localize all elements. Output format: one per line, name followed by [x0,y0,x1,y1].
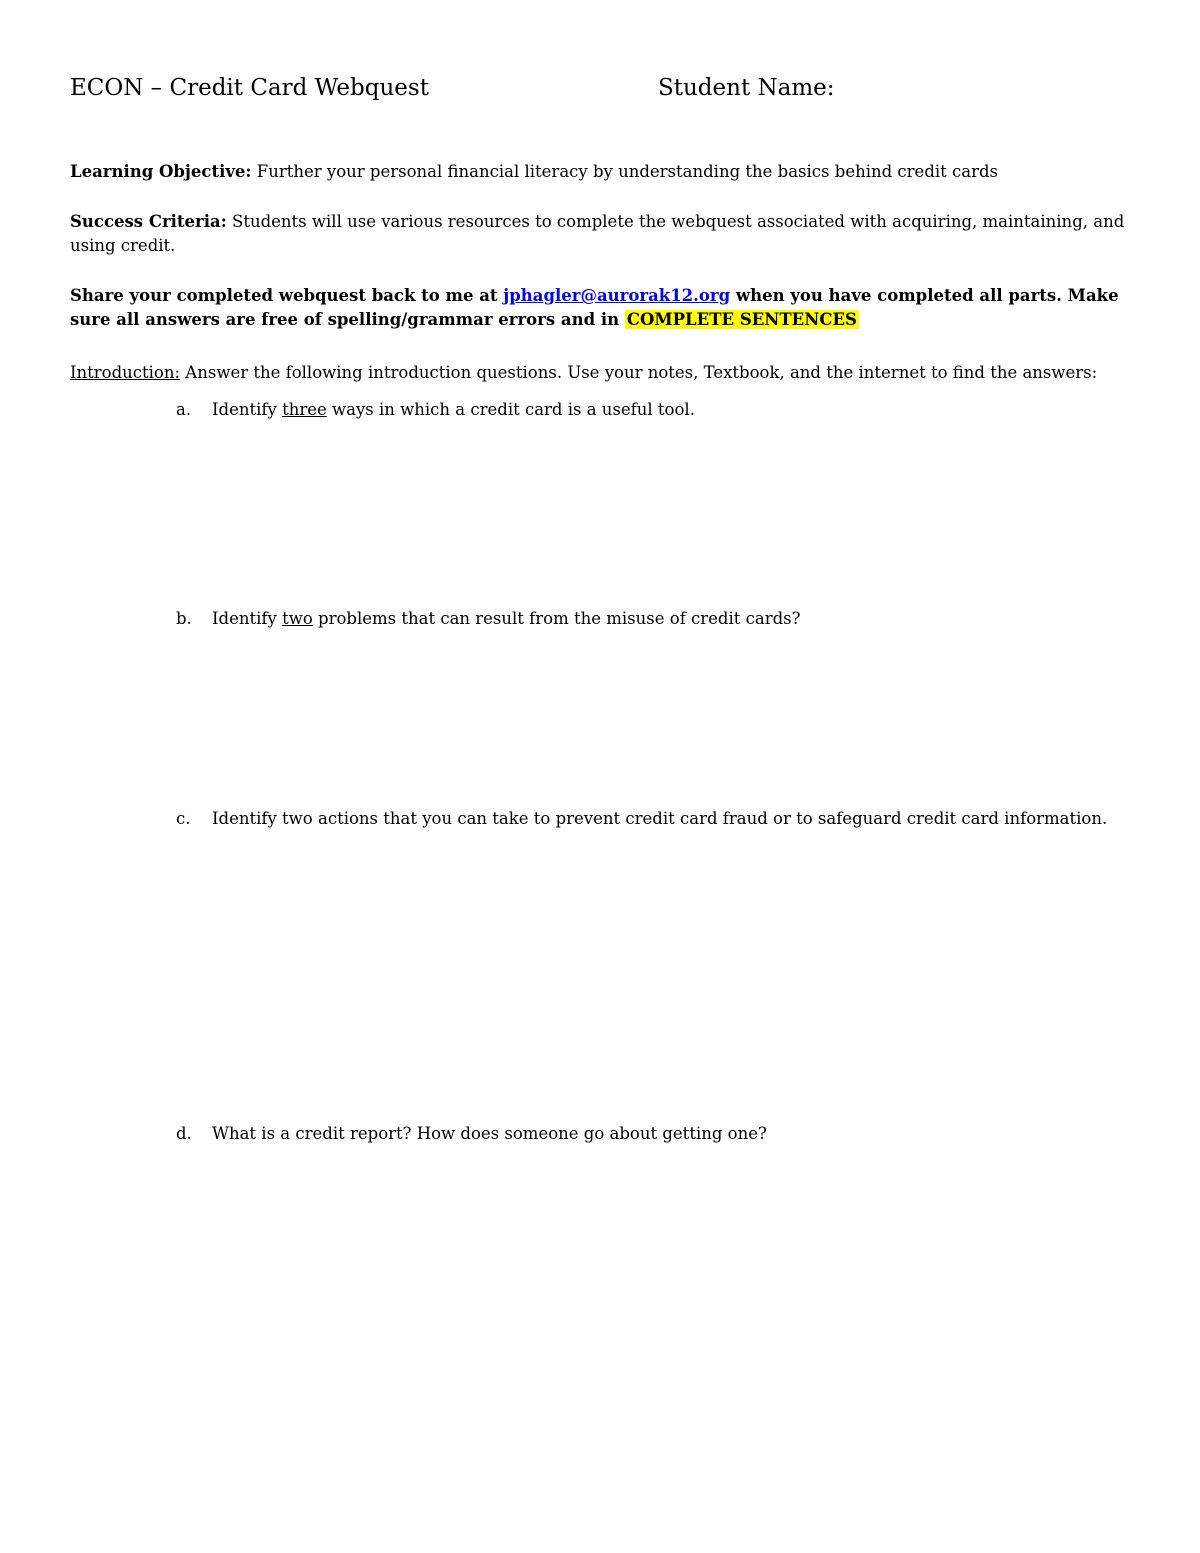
introduction [70,361,1140,385]
question-text-after: ways in which a credit card is a useful tool. [326,400,695,419]
question-emphasis: two [282,609,313,628]
question-text: What is a credit report? How does someone go about getting one? [212,1124,767,1143]
email-link[interactable]: jphagler@aurorak12.org [503,286,731,305]
question-b [176,607,1136,631]
question-letter: c. [176,809,191,828]
learning-objective [70,160,1140,184]
student-name-label: Student Name: [658,75,835,101]
question-emphasis: three [282,400,327,419]
success-criteria-text: Students will use various resources to complete the webquest associated with acquiring, maintaining, and using credit. [70,212,1125,255]
question-c [176,807,1136,831]
question-d [176,1122,1136,1146]
question-letter: b. [176,609,192,628]
share-text-after: when you have completed all parts. Make sure all answers are free of spelling/grammar errors and in [70,286,1119,329]
question-letter: d. [176,1124,192,1143]
header [70,72,1130,108]
complete-sentences-highlight: COMPLETE SENTENCES [626,310,857,329]
share-instructions [70,284,1140,332]
success-criteria [70,210,1140,258]
question-text-after: problems that can result from the misuse of credit cards? [312,609,801,628]
question-text: Identify two actions that you can take to prevent credit card fraud or to safeguard credit card information. [212,809,1108,828]
success-criteria-label: Success Criteria: [70,212,227,231]
question-text-before: Identify [212,400,283,419]
question-a [176,398,1136,422]
question-text-before: Identify [212,609,283,628]
introduction-text: Answer the following introduction questions. Use your notes, Textbook, and the internet to find the answers: [180,363,1098,382]
learning-objective-text: Further your personal financial literacy by understanding the basics behind credit cards [251,162,999,181]
question-letter: a. [176,400,192,419]
document-title: ECON – Credit Card Webquest [70,75,429,101]
introduction-label: Introduction: [70,363,181,382]
share-text-before: Share your completed webquest back to me at [70,286,504,305]
learning-objective-label: Learning Objective: [70,162,252,181]
